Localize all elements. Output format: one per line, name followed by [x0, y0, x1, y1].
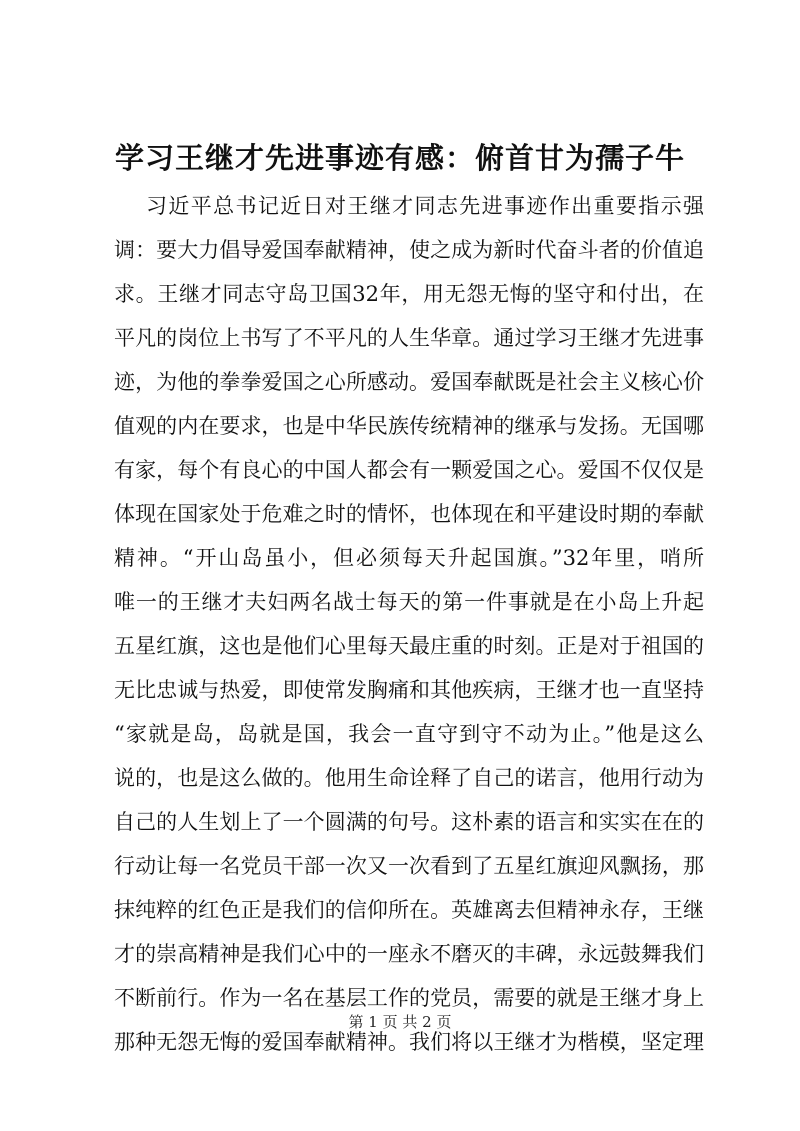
body-line: 体现在国家处于危难之时的情怀，也体现在和平建设时期的奉献: [114, 502, 704, 526]
body-line: 习近平总书记近日对王继才同志先进事迹作出重要指示强: [146, 194, 704, 218]
body-line: 五星红旗，这也是他们心里每天最庄重的时刻。正是对于祖国的: [114, 634, 704, 658]
body-line: 有家，每个有良心的中国人都会有一颗爱国之心。爱国不仅仅是: [114, 458, 704, 482]
body-line: 求。王继才同志守岛卫国32年，用无怨无悔的坚守和付出，在: [114, 282, 704, 306]
body-line: “家就是岛，岛就是国，我会一直守到守不动为止。”他是这么: [114, 722, 704, 746]
body-line: 自己的人生划上了一个圆满的句号。这朴素的语言和实实在在的: [114, 810, 704, 834]
body-line: 不断前行。作为一名在基层工作的党员，需要的就是王继才身上: [114, 986, 704, 1010]
body-line: 调：要大力倡导爱国奉献精神，使之成为新时代奋斗者的价值追: [114, 238, 704, 262]
body-line: 说的，也是这么做的。他用生命诠释了自己的诺言，他用行动为: [114, 766, 704, 790]
page-footer: 第 1 页 共 2 页: [348, 1013, 452, 1031]
body-line: 无比忠诚与热爱，即使常发胸痛和其他疾病，王继才也一直坚持: [114, 678, 704, 702]
body-line: 值观的内在要求，也是中华民族传统精神的继承与发扬。无国哪: [114, 414, 704, 438]
body-text: [114, 184, 704, 1064]
document-title: 学习王继才先进事迹有感：俯首甘为孺子牛: [114, 141, 685, 175]
body-line: 唯一的王继才夫妇两名战士每天的第一件事就是在小岛上升起: [114, 590, 704, 614]
body-line: 精神。“开山岛虽小，但必须每天升起国旗。”32年里，哨所: [114, 546, 704, 570]
body-line: 抹纯粹的红色正是我们的信仰所在。英雄离去但精神永存，王继: [114, 898, 704, 922]
body-line: 那种无怨无悔的爱国奉献精神。我们将以王继才为楷模，坚定理: [114, 1030, 704, 1054]
body-line: 迹，为他的拳拳爱国之心所感动。爱国奉献既是社会主义核心价: [114, 370, 704, 394]
body-line: 行动让每一名党员干部一次又一次看到了五星红旗迎风飘扬，那: [114, 854, 704, 878]
body-line: 平凡的岗位上书写了不平凡的人生华章。通过学习王继才先进事: [114, 326, 704, 350]
body-line: 才的崇高精神是我们心中的一座永不磨灭的丰碑，永远鼓舞我们: [114, 942, 704, 966]
